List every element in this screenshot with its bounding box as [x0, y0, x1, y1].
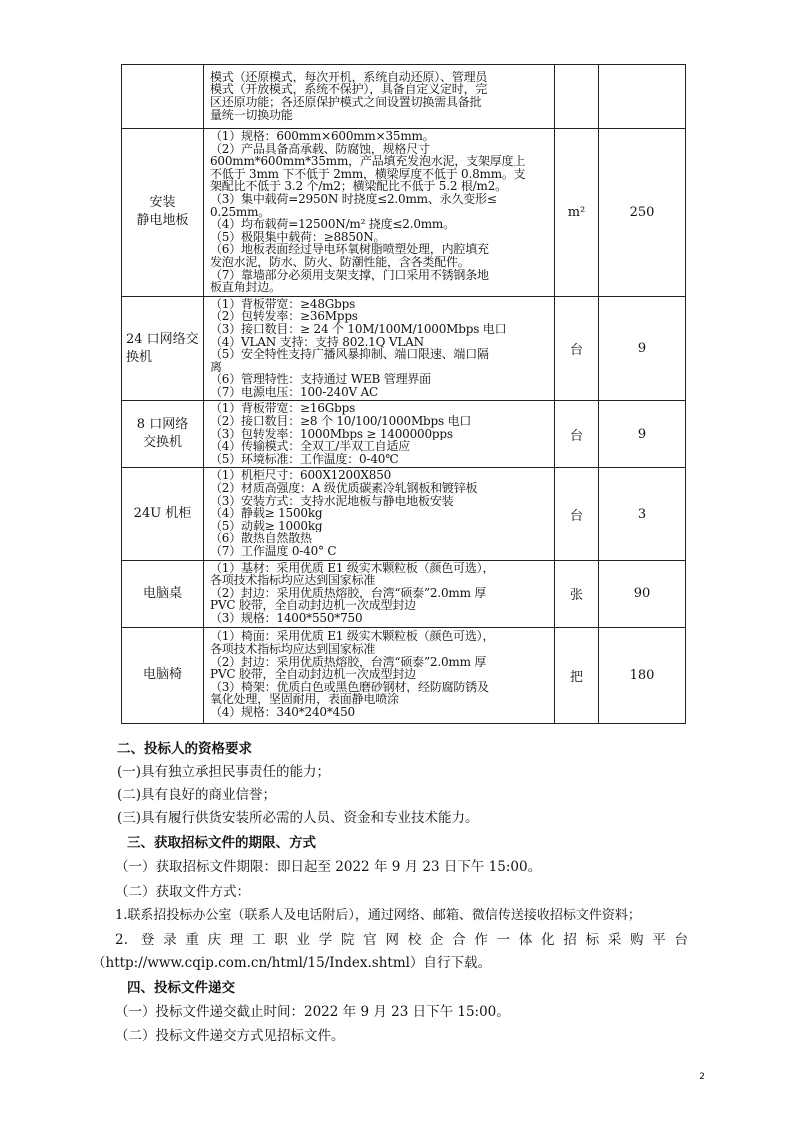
item-name-line: 安装 — [149, 195, 176, 211]
spec-line: 模式（还原模式，每次开机，系统自动还原）、管理员 — [210, 70, 488, 84]
obtain-method-2-url: （http://www.cqip.com.cn/html/15/Index.shtml）自行下载。 — [92, 955, 491, 971]
item-unit-cell: 台 — [555, 468, 599, 560]
item-name-cell — [122, 401, 204, 468]
obtain-period: （一）获取招标文件期限：即日起至 2022 年 9 月 23 日下午 15:00。 — [115, 859, 542, 875]
item-quantity-cell: 250 — [599, 129, 686, 297]
spec-line: （5）环境标准：工作温度：0-40℃ — [210, 452, 399, 466]
spec-line: （3）椅架：优质白色或黑色磨砂钢材，经防腐防锈及 — [210, 680, 489, 694]
item-spec-cell — [204, 560, 555, 627]
spec-line: 区还原功能；各还原保护模式之间设置切换需具备批 — [210, 96, 482, 109]
item-name-line: 电脑桌 — [142, 585, 182, 601]
spec-line: （6）管理特性：支持通过 WEB 管理界面 — [210, 373, 431, 386]
spec-line: PVC 胶带，全自动封边机一次成型封边 — [210, 599, 416, 612]
item-unit-cell: 把 — [555, 627, 599, 723]
item-name-line: 交换机 — [142, 435, 182, 451]
spec-line: （3）接口数目：≥ 24 个 10M/100M/1000Mbps 电口 — [210, 322, 507, 336]
item-name-cell — [122, 560, 204, 627]
spec-line: 量统一切换功能 — [210, 108, 293, 122]
item-quantity-cell: 9 — [599, 296, 686, 401]
spec-line: （2）封边：采用优质热熔胶，台湾“硕泰”2.0mm 厚 — [210, 586, 487, 600]
item-name-line: 静电地板 — [136, 213, 189, 229]
spec-table — [121, 64, 686, 724]
item-quantity-cell — [599, 65, 686, 129]
qualification-item-2: (二)具有良好的商业信誉； — [117, 787, 277, 803]
item-name-line: 24U 机柜 — [133, 506, 192, 522]
table-row — [122, 129, 686, 297]
spec-line: 不低于 3mm 下不低于 2mm，横梁厚度不低于 0.8mm。支 — [210, 167, 526, 181]
spec-line: 离 — [210, 360, 222, 374]
table-row — [122, 468, 686, 560]
item-spec-cell — [204, 296, 555, 401]
spec-line: （4）VLAN 支持：支持 802.1Q VLAN — [210, 335, 424, 349]
spec-line: （1）基材：采用优质 E1 级实木颗粒板（颜色可选）， — [210, 561, 495, 575]
spec-line: （3）包转发率：1000Mbps ≥ 1400000pps — [210, 427, 453, 441]
qualification-item-1: (一)具有独立承担民事责任的能力； — [117, 764, 331, 780]
item-spec-cell — [204, 468, 555, 560]
spec-line: 板直角封边。 — [210, 281, 281, 294]
spec-line: （1）机柜尺寸：600X1200X850 — [210, 469, 392, 483]
item-unit-cell: 台 — [555, 296, 599, 401]
spec-line: （1）椅面：采用优质 E1 级实木颗粒板（颜色可选）， — [210, 630, 495, 644]
spec-line: （2）接口数目：≥8 个 10/100/1000Mbps 电口 — [210, 415, 472, 428]
item-name-line: 8 口网络 — [136, 417, 189, 433]
item-quantity-cell: 9 — [599, 401, 686, 468]
spec-line: 600mm*600mm*35mm，产品填充发泡水泥，支架厚度上 — [210, 155, 526, 168]
item-spec-cell — [204, 129, 555, 297]
spec-line: （7）靠墙部分必须用支架支撑，门口采用不锈钢条地 — [210, 268, 489, 282]
spec-line: PVC 胶带，全自动封边机一次成型封边 — [210, 668, 416, 681]
spec-line: （5）安全特性支持广播风暴抑制、端口限速、端口隔 — [210, 348, 489, 361]
item-quantity-cell: 90 — [599, 560, 686, 627]
obtain-method-1: 1.联系招投标办公室（联系人及电话附后），通过网络、邮箱、微信传送接收招标文件资料； — [115, 908, 641, 923]
spec-line: （5）动载≥ 1000kg — [210, 519, 323, 533]
item-unit-cell: m² — [555, 129, 599, 297]
spec-line: （7）工作温度 0-40° C — [210, 545, 337, 558]
table-row — [122, 560, 686, 627]
spec-line: （5）极限集中载荷：≥8850N。 — [210, 230, 386, 244]
spec-line: 各项技术指标均应达到国家标准 — [210, 643, 376, 656]
spec-line: （4）规格：340*240*450 — [210, 706, 355, 719]
item-name-cell — [122, 296, 204, 401]
spec-line: （2）封边：采用优质热熔胶，台湾“硕泰”2.0mm 厚 — [210, 655, 487, 669]
spec-line: （1）规格：600mm×600mm×35mm。 — [210, 130, 435, 143]
table-row — [122, 296, 686, 401]
item-name-line: 24 口网络交 — [126, 331, 199, 347]
spec-line: （4）传输模式：全双工/半双工自适应 — [210, 440, 411, 453]
spec-line: （1）背板带宽：≥48Gbps — [210, 297, 356, 311]
qualification-item-3: (三)具有履行供货安装所必需的人员、资金和专业技术能力。 — [117, 810, 479, 826]
spec-line: （3）集中载荷=2950N 时挠度≤2.0mm、永久变形≤ — [210, 192, 497, 206]
obtain-method-2: 2. 登录重庆理工职业学院官网校企合作一体化招标采购平台 — [115, 932, 688, 946]
spec-line: 模式（开放模式，系统不保护），具备自定义定时，完 — [210, 83, 488, 96]
submission-deadline: （一）投标文件递交截止时间：2022 年 9 月 23 日下午 15:00。 — [115, 1004, 510, 1020]
item-spec-cell — [204, 401, 555, 468]
item-unit-cell: 台 — [555, 401, 599, 468]
item-spec-cell — [204, 65, 555, 129]
spec-line: （4）均布载荷=12500N/m² 挠度≤2.0mm。 — [210, 218, 455, 231]
spec-line: （6）地板表面经过导电环氧树脂喷塑处理，内腔填充 — [210, 243, 489, 256]
spec-line: 发泡水泥，防水、防火、防潮性能，含各类配件。 — [210, 255, 470, 269]
spec-line: （1）背板带宽：≥16Gbps — [210, 402, 356, 416]
submission-method: （二）投标文件递交方式见招标文件。 — [115, 1028, 345, 1044]
item-name-line: 换机 — [126, 349, 153, 365]
section-3-heading: 三、获取招标文件的期限、方式 — [127, 835, 316, 851]
table-row — [122, 401, 686, 468]
spec-line: （3）规格：1400*550*750 — [210, 611, 363, 625]
spec-table-body — [122, 65, 686, 724]
item-unit-cell: 张 — [555, 560, 599, 627]
section-4-heading: 四、投标文件递交 — [127, 980, 235, 996]
item-quantity-cell: 3 — [599, 468, 686, 560]
spec-line: （2）材质高强度：A 级优质碳素冷轧钢板和镀锌板 — [210, 482, 478, 495]
item-unit-cell — [555, 65, 599, 129]
spec-line: （2）包转发率：≥36Mpps — [210, 310, 358, 323]
spec-line: （3）安装方式：支持水泥地板与静电地板安装 — [210, 494, 454, 508]
spec-line: 架配比不低于 3.2 个/m2；横梁配比不低于 5.2 根/m2。 — [210, 180, 507, 193]
spec-line: 各项技术指标均应达到国家标准 — [210, 574, 376, 587]
item-spec-cell — [204, 627, 555, 723]
spec-line: （7）电源电压：100-240V AC — [210, 385, 379, 399]
table-row — [122, 65, 686, 129]
item-name-line: 电脑椅 — [142, 667, 182, 683]
table-row — [122, 627, 686, 723]
item-name-cell — [122, 468, 204, 560]
spec-line: （4）静载≥ 1500kg — [210, 507, 323, 520]
item-name-cell — [122, 129, 204, 297]
item-name-cell — [122, 65, 204, 129]
obtain-method-label: （二）获取文件方式： — [115, 884, 250, 900]
item-quantity-cell: 180 — [599, 627, 686, 723]
section-2-heading: 二、投标人的资格要求 — [117, 741, 252, 757]
spec-line: （2）产品具备高承载、防腐蚀，规格尺寸 — [210, 142, 430, 156]
page-number: 2 — [699, 1072, 705, 1082]
spec-line: （6）散热自然散热 — [210, 532, 312, 545]
item-name-cell — [122, 627, 204, 723]
spec-line: 0.25mm。 — [210, 205, 271, 219]
spec-line: 氧化处理，坚固耐用，表面静电喷涂 — [210, 693, 399, 707]
